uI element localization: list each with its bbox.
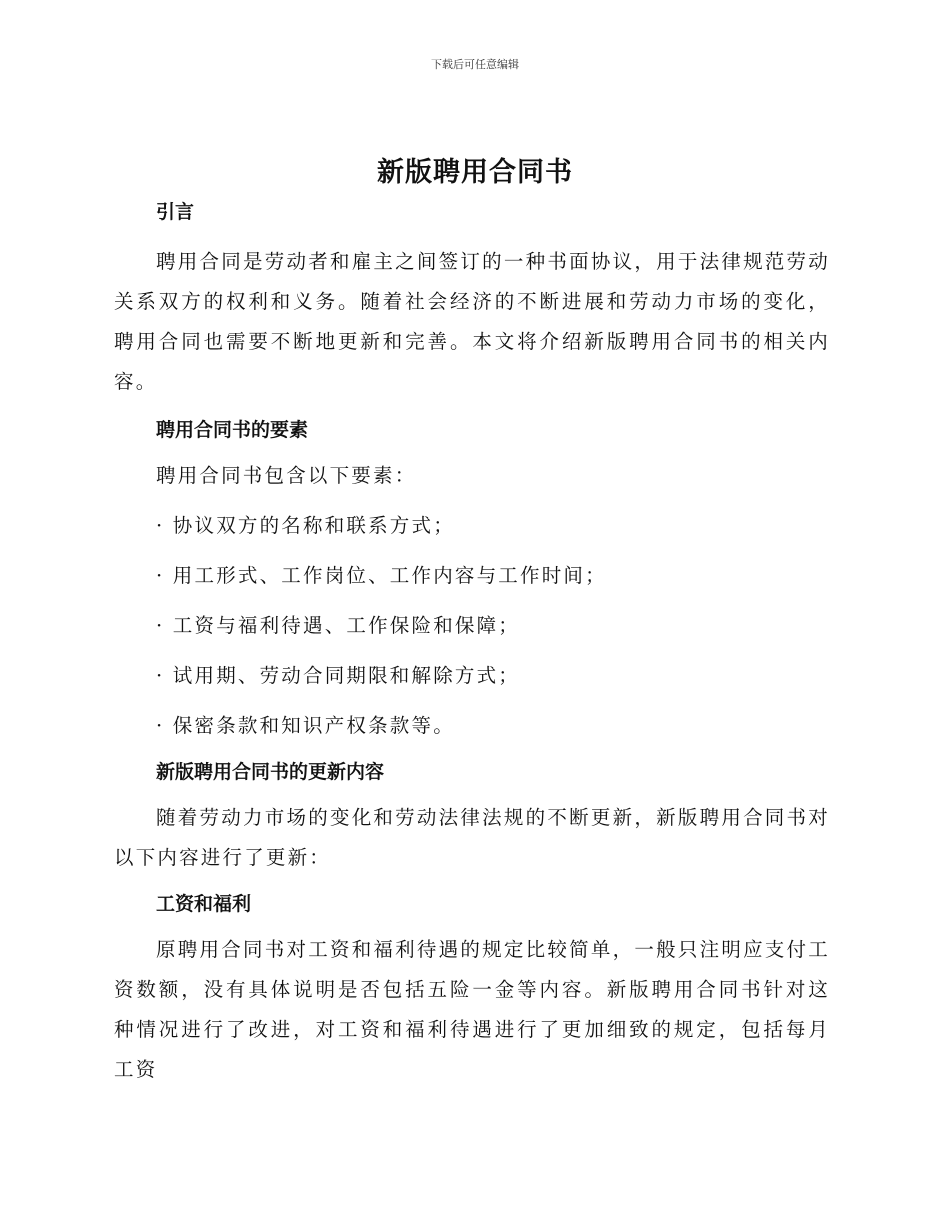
section-heading-salary: 工资和福利	[156, 893, 252, 915]
header-note: 下载后可任意编辑	[431, 58, 519, 71]
list-item: · 用工形式、工作岗位、工作内容与工作时间；	[156, 564, 607, 587]
list-item: · 试用期、劳动合同期限和解除方式；	[156, 664, 520, 687]
section-heading-elements: 聘用合同书的要素	[156, 419, 309, 441]
section-heading-intro: 引言	[156, 201, 195, 223]
document-title: 新版聘用合同书	[377, 157, 573, 188]
elements-lead: 聘用合同书包含以下要素：	[156, 464, 417, 487]
list-item: · 协议双方的名称和联系方式；	[156, 514, 455, 537]
intro-paragraph: 聘用合同是劳动者和雇主之间签订的一种书面协议，用于法律规范劳动关系双方的权利和义务。随着社会经济的不断进展和劳动力市场的变化，聘用合同也需要不断地更新和完善。本文将介绍新版聘用合同书的相关内容。	[114, 250, 830, 393]
updates-paragraph: 随着劳动力市场的变化和劳动法律法规的不断更新，新版聘用合同书对以下内容进行了更新：	[114, 806, 830, 869]
salary-paragraph: 原聘用合同书对工资和福利待遇的规定比较简单，一般只注明应支付工资数额，没有具体说明是否包括五险一金等内容。新版聘用合同书针对这种情况进行了改进，对工资和福利待遇进行了更加细致的规定，包括每月工资	[114, 938, 830, 1081]
section-heading-updates: 新版聘用合同书的更新内容	[156, 761, 385, 783]
list-item: · 工资与福利待遇、工作保险和保障；	[156, 614, 520, 637]
list-item: · 保密条款和知识产权条款等。	[156, 714, 455, 737]
document-body	[114, 196, 830, 1090]
